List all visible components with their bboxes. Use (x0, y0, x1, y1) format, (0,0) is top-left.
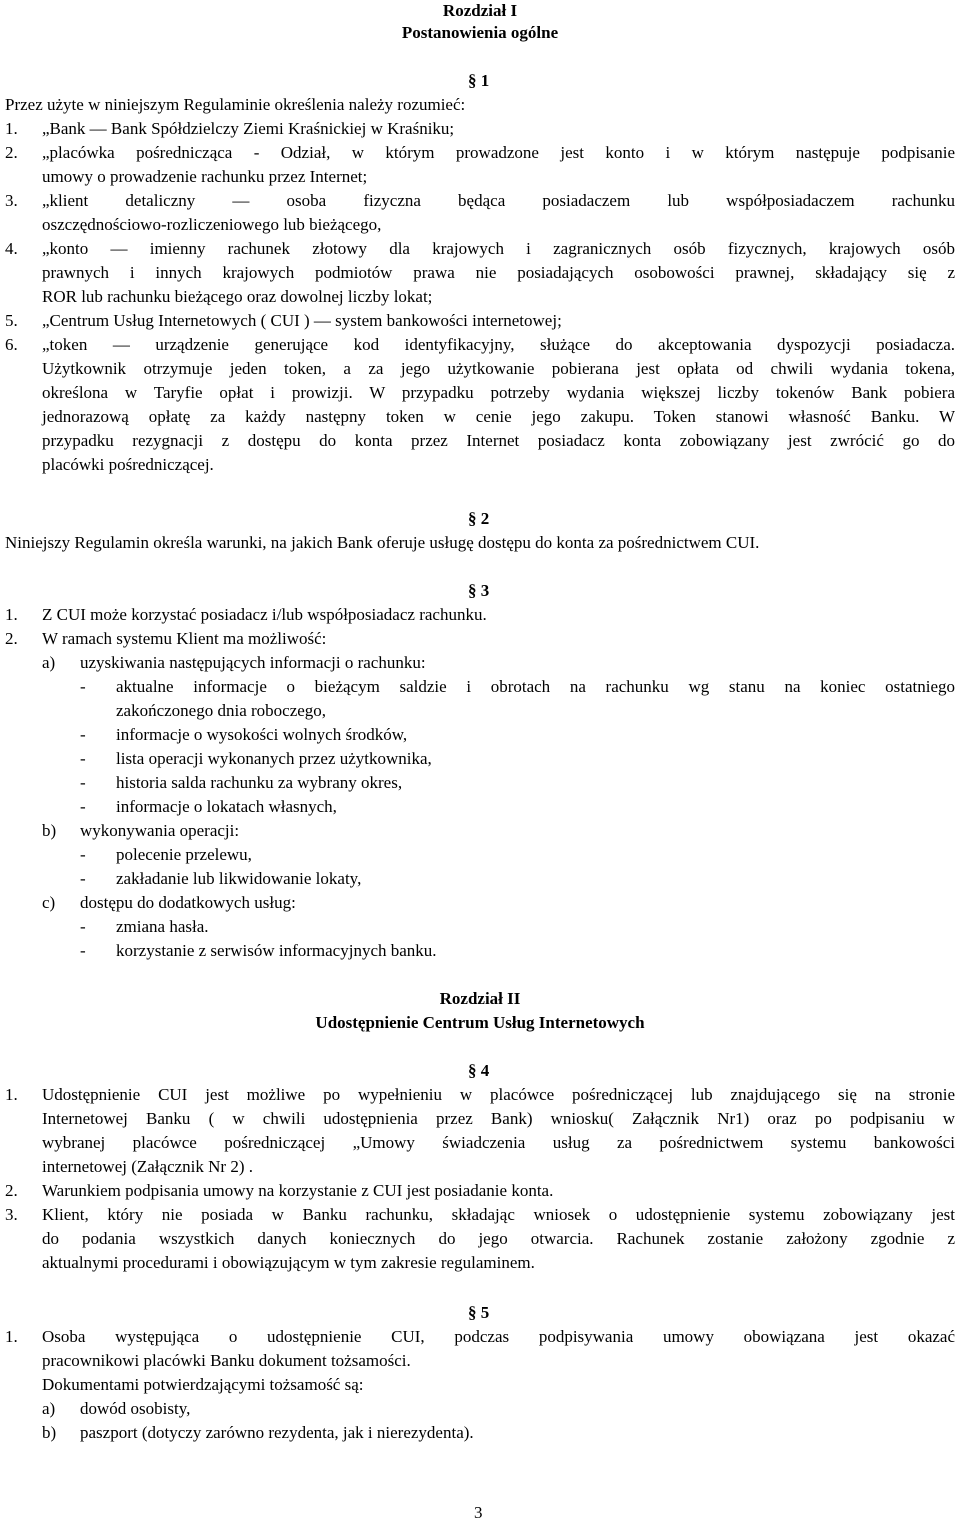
section-4-item-2: Warunkiem podpisania umowy na korzystanie z CUI jest posiadanie konta. (42, 1181, 554, 1200)
item-number: 1. (5, 119, 18, 138)
item-number: 1. (5, 1327, 18, 1346)
section-symbol: § (468, 509, 481, 528)
section-5-heading: § 5 (468, 1303, 490, 1322)
bullet-item: polecenie przelewu, (116, 845, 252, 864)
sub-letter: b) (42, 821, 57, 840)
bullet-item: aktualne informacje o bieżącym saldzie i obrotach na rachunku wg stanu na koniec ostatniego (116, 677, 955, 696)
section-3-item-2: W ramach systemu Klient ma możliwość: (42, 629, 327, 648)
section-4-item-1: Udostępnienie CUI jest możliwe po wypełnieniu w placówce pośredniczącej lub znajdującego się na stronie (42, 1085, 955, 1104)
bullet-dash: - (80, 869, 86, 888)
item-number: 4. (5, 239, 18, 258)
definition-bank: „Bank — Bank Spółdzielczy Ziemi Kraśnickiej w Kraśniku; (42, 119, 455, 138)
section-4-item-1-cont: wybranej placówce pośredniczącej „Umowy świadczenia usług za pośrednictwem systemu bankowości (42, 1133, 955, 1152)
section-2-heading: § 2 (468, 509, 490, 528)
section-4-item-3: Klient, który nie posiada w Banku rachunku, składając wniosek o udostępnienie systemu zobowiązany jest (42, 1205, 955, 1224)
section-4-item-3-cont: do podania wszystkich danych koniecznych do jego otwarcia. Rachunek zostanie założony zgodnie z (42, 1229, 955, 1248)
section-1-heading: § 1 (468, 71, 490, 90)
section-4-item-3-cont: aktualnymi procedurami i obowiązującym w tym zakresie regulaminem. (42, 1253, 535, 1272)
bullet-item: informacje o lokatach własnych, (116, 797, 337, 816)
definition-token-cont: przypadku rezygnacji z dostępu do konta przez Internet posiadacz konta zobowiązany jest zwrócić go do (42, 431, 955, 450)
item-number: 2. (5, 629, 18, 648)
chapter-2-title: Rozdział II (439, 989, 521, 1008)
item-number: 3. (5, 1205, 18, 1224)
section-symbol: § (468, 581, 481, 600)
definition-cui: „Centrum Usług Internetowych ( CUI ) — system bankowości internetowej; (42, 311, 562, 330)
definition-placowka-cont: umowy o prowadzenie rachunku przez Internet; (42, 167, 368, 186)
sub-letter: a) (42, 653, 56, 672)
sub-letter: b) (42, 1423, 57, 1442)
section-4-heading: § 4 (468, 1061, 490, 1080)
bullet-dash: - (80, 797, 86, 816)
item-number: 1. (5, 605, 18, 624)
section-5-item-1: Osoba występująca o udostępnienie CUI, podczas podpisywania umowy obowiązana jest okazać (42, 1327, 955, 1346)
definition-konto-cont: ROR lub rachunku bieżącego oraz dowolnej liczby lokat; (42, 287, 433, 306)
section-1-intro: Przez użyte w niniejszym Regulaminie określenia należy rozumieć: (5, 95, 466, 114)
sub-a-text: uzyskiwania następujących informacji o rachunku: (80, 653, 426, 672)
documents-intro: Dokumentami potwierdzającymi tożsamość są: (42, 1375, 364, 1394)
document-item: paszport (dotyczy zarówno rezydenta, jak i nierezydenta). (80, 1423, 474, 1442)
section-4-item-1-cont: Internetowej Banku ( w chwili udostępnienia przez Bank) wniosku( Załącznik Nr1) oraz po podpisaniu w (42, 1109, 955, 1128)
bullet-dash: - (80, 845, 86, 864)
definition-token-cont: placówki pośredniczącej. (42, 455, 214, 474)
section-4-item-1-cont: internetowej (Załącznik Nr 2) . (42, 1157, 253, 1176)
definition-klient: „klient detaliczny — osoba fizyczna będąca posiadaczem lub współposiadaczem rachunku (42, 191, 955, 210)
definition-placowka: „placówka pośrednicząca - Odział, w którym prowadzone jest konto i w którym następuje podpisanie (42, 143, 955, 162)
bullet-dash: - (80, 677, 86, 696)
section-5-item-1-cont: pracownikowi placówki Banku dokument tożsamości. (42, 1351, 411, 1370)
definition-token: „token — urządzenie generujące kod identyfikacyjny, służące do akceptowania dyspozycji posiadacza. (42, 335, 955, 354)
bullet-item: zmiana hasła. (116, 917, 209, 936)
definition-konto-cont: prawnych i innych krajowych podmiotów prawa nie posiadających osobowości prawnej, składający się z (42, 263, 955, 282)
section-symbol: § (468, 1061, 481, 1080)
definition-token-cont: Użytkownik otrzymuje jeden token, a za jego użytkowanie pobierana jest opłata od chwili wydania tokena, (42, 359, 955, 378)
section-3-item-1: Z CUI może korzystać posiadacz i/lub współposiadacz rachunku. (42, 605, 487, 624)
bullet-item: historia salda rachunku za wybrany okres, (116, 773, 403, 792)
bullet-item: lista operacji wykonanych przez użytkownika, (116, 749, 432, 768)
bullet-dash: - (80, 941, 86, 960)
bullet-item: korzystanie z serwisów informacyjnych banku. (116, 941, 437, 960)
chapter-2-subtitle: Udostępnienie Centrum Usług Internetowych (315, 1013, 645, 1032)
bullet-dash: - (80, 725, 86, 744)
definition-klient-cont: oszczędnościowo-rozliczeniowego lub bieżącego, (42, 215, 382, 234)
definition-konto: „konto — imienny rachunek złotowy dla krajowych i zagranicznych osób fizycznych, krajowych osób (42, 239, 955, 258)
bullet-dash: - (80, 773, 86, 792)
section-3-heading: § 3 (468, 581, 490, 600)
definition-token-cont: określona w Taryfie opłat i prowizji. W przypadku potrzeby wydania większej liczby tokenów Bank pobiera (42, 383, 955, 402)
item-number: 3. (5, 191, 18, 210)
definition-token-cont: jednorazową opłatę za każdy następny token w cenie jego zakupu. Token stanowi własność Banku. W (42, 407, 955, 426)
chapter-1-title: Rozdział I (442, 1, 518, 20)
bullet-item-cont: zakończonego dnia roboczego, (116, 701, 327, 720)
section-symbol: § (468, 71, 481, 90)
sub-b-text: wykonywania operacji: (80, 821, 240, 840)
sub-letter: c) (42, 893, 56, 912)
page-number: 3 (474, 1503, 483, 1522)
bullet-dash: - (80, 749, 86, 768)
bullet-dash: - (80, 917, 86, 936)
item-number: 6. (5, 335, 18, 354)
bullet-item: zakładanie lub likwidowanie lokaty, (116, 869, 362, 888)
item-number: 1. (5, 1085, 18, 1104)
sub-c-text: dostępu do dodatkowych usług: (80, 893, 296, 912)
sub-letter: a) (42, 1399, 56, 1418)
item-number: 2. (5, 1181, 18, 1200)
item-number: 5. (5, 311, 18, 330)
section-symbol: § (468, 1303, 481, 1322)
item-number: 2. (5, 143, 18, 162)
section-2-text: Niniejszy Regulamin określa warunki, na jakich Bank oferuje usługę dostępu do konta za pośrednictwem CUI. (5, 533, 760, 552)
chapter-1-subtitle: Postanowienia ogólne (401, 23, 559, 42)
document-item: dowód osobisty, (80, 1399, 191, 1418)
bullet-item: informacje o wysokości wolnych środków, (116, 725, 408, 744)
